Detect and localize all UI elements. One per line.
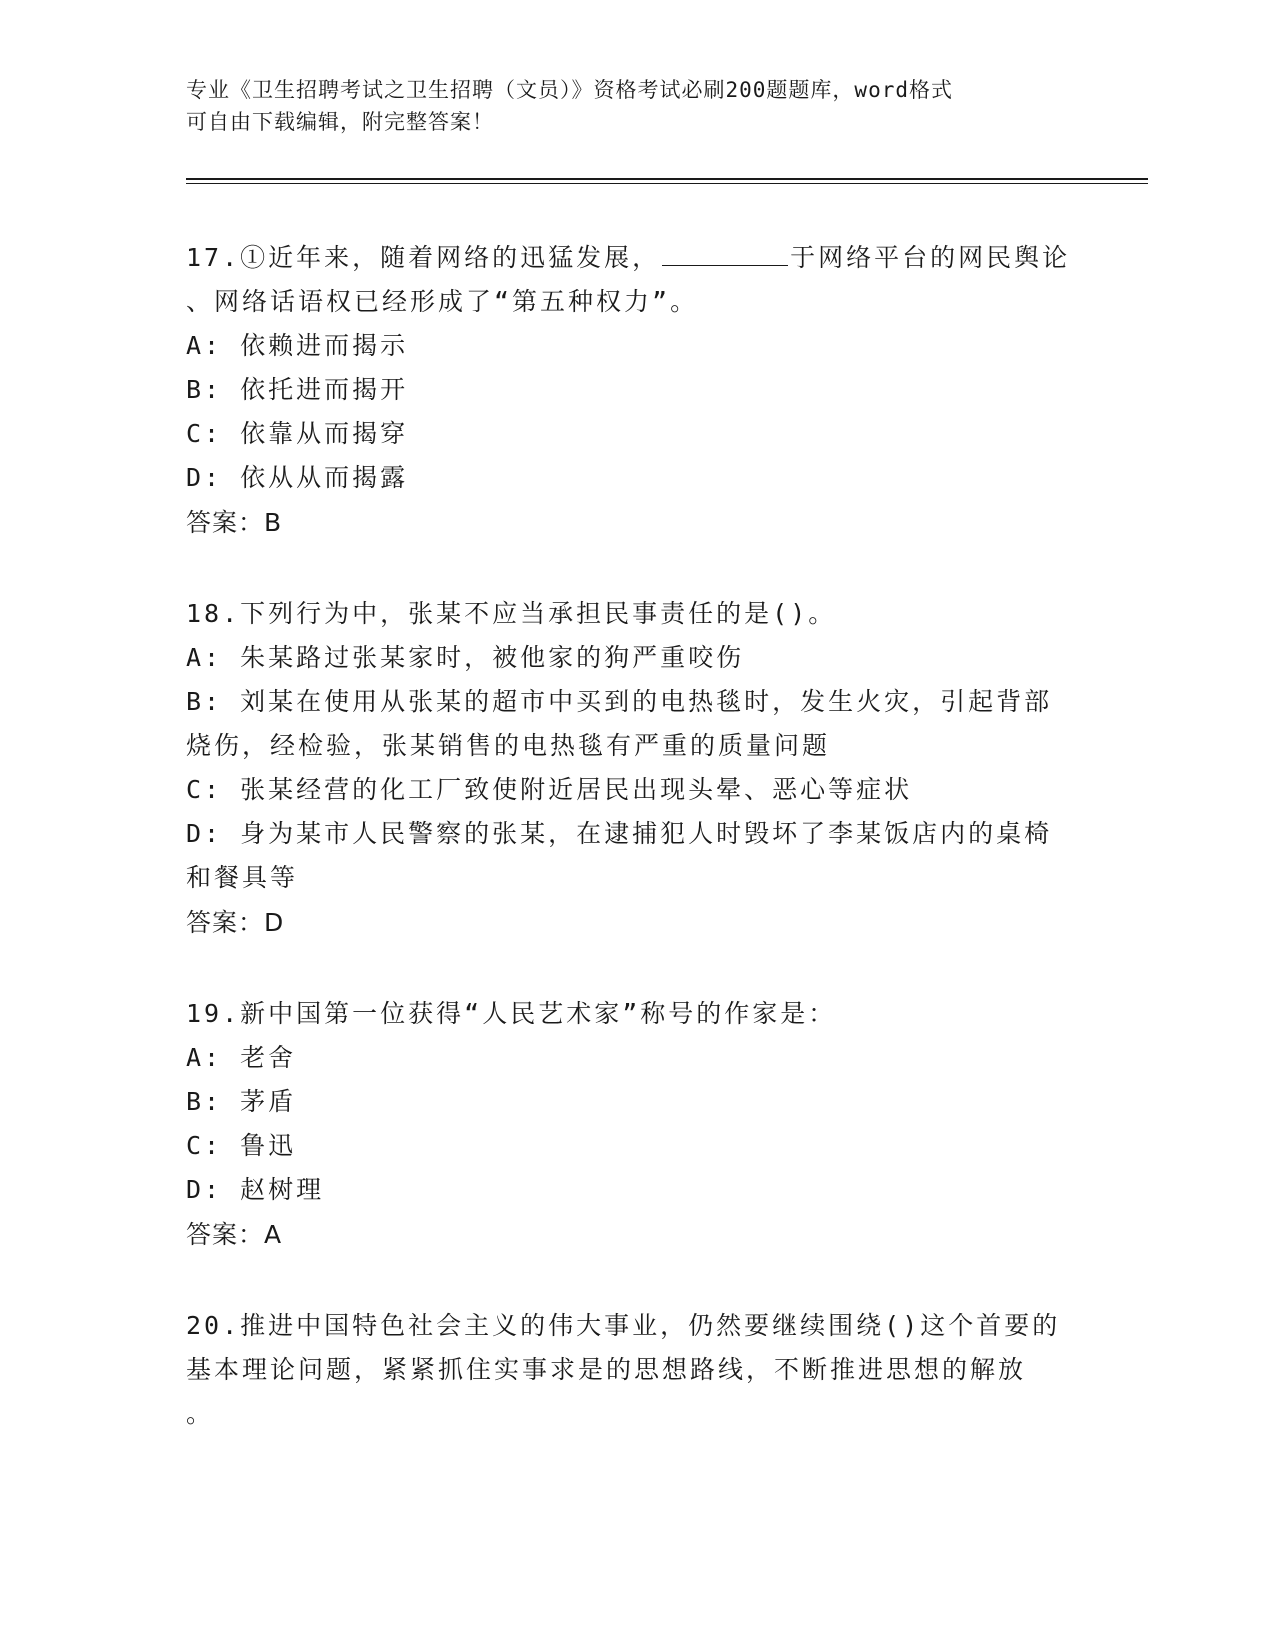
option-a: A: 依赖进而揭示 (186, 331, 409, 360)
option-c: C: 鲁迅 (186, 1131, 297, 1160)
option-d: D: 赵树理 (186, 1175, 325, 1204)
question-list (186, 236, 1086, 1482)
header-line-1: 专业《卫生招聘考试之卫生招聘（文员）》资格考试必刷200题题库，word格式 (186, 78, 953, 102)
question-stem: 20.推进中国特色社会主义的伟大事业，仍然要继续围绕()这个首要的 (186, 1311, 1061, 1340)
stem-text-before-blank: 17.①近年来，随着网络的迅猛发展， (186, 243, 661, 272)
stem-text-after-blank: 于网络平台的网民舆论 (790, 243, 1071, 272)
document-header (186, 74, 1086, 138)
option-d: D: 身为某市人民警察的张某，在逮捕犯人时毁坏了李某饭店内的桌椅 (186, 819, 1053, 848)
option-b-continued: 烧伤，经检验，张某销售的电热毯有严重的质量问题 (186, 731, 831, 760)
question-stem-continued: 基本理论问题，紧紧抓住实事求是的思想路线，不断推进思想的解放 (186, 1355, 1027, 1384)
header-line-2: 可自由下载编辑，附完整答案！ (186, 110, 494, 134)
option-b: B: 依托进而揭开 (186, 375, 409, 404)
answer-label: 答案：B (186, 508, 283, 537)
option-a: A: 朱某路过张某家时，被他家的狗严重咬伤 (186, 643, 745, 672)
answer-label: 答案：A (186, 1220, 283, 1249)
option-d-continued: 和餐具等 (186, 863, 299, 892)
header-divider-thin (186, 183, 1148, 184)
option-c: C: 张某经营的化工厂致使附近居民出现头晕、恶心等症状 (186, 775, 913, 804)
answer-label: 答案：D (186, 908, 285, 937)
option-b: B: 茅盾 (186, 1087, 297, 1116)
option-d: D: 依从从而揭露 (186, 463, 409, 492)
option-a: A: 老舍 (186, 1043, 297, 1072)
question-stem-end: 。 (186, 1399, 215, 1428)
question-stem (186, 236, 1086, 280)
option-b: B: 刘某在使用从张某的超市中买到的电热毯时，发生火灾，引起背部 (186, 687, 1053, 716)
question-18 (186, 592, 1086, 946)
question-17 (186, 236, 1086, 546)
question-19 (186, 992, 1086, 1258)
header-divider-thick (186, 178, 1148, 180)
fill-in-blank (662, 239, 788, 266)
question-stem: 19.新中国第一位获得“人民艺术家”称号的作家是： (186, 999, 837, 1028)
question-20 (186, 1304, 1086, 1436)
option-c: C: 依靠从而揭穿 (186, 419, 409, 448)
question-stem: 18.下列行为中，张某不应当承担民事责任的是()。 (186, 599, 837, 628)
question-stem-continued: 、网络话语权已经形成了“第五种权力”。 (186, 287, 699, 316)
